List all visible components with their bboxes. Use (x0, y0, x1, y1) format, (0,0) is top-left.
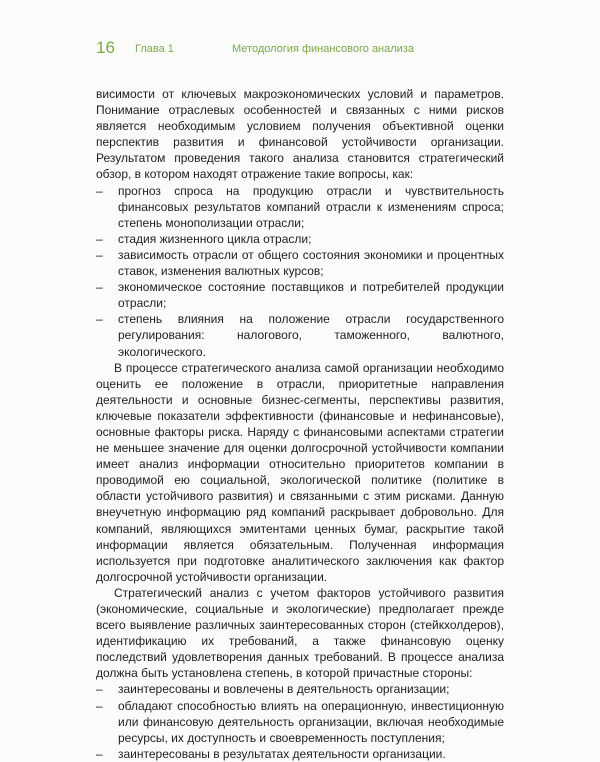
dash-marker: – (96, 682, 103, 697)
paragraph-1: висимости от ключевых макроэкономических условий и параметров. Понимание отраслевых особенностей и связанных с ними рисков является необходимым условием получения объективной оценки перспектив развития и финансовой устойчивости организации. Результатом проведения такого анализа становится стратегический обзор, в котором находят отражение такие вопросы, как: (96, 87, 504, 182)
dash-marker: – (96, 746, 103, 761)
chapter-label: Глава 1 (135, 43, 174, 55)
list-item-text: заинтересованы в результатах деятельности организации. (118, 746, 446, 761)
paragraph-3: Стратегический анализ с учетом факторов устойчивого развития (экономические, социальные и экологические) предполагает прежде всего выявление различных заинтересованных сторон (стейкхолдеров), идентификацию их требований, а также финансовую оценку последствий удовлетворения данных требований. В процессе анализа должна быть установлена степень, в которой причастные стороны: (96, 585, 504, 681)
dash-marker: – (96, 280, 103, 295)
list-item-text: экономическое состояние поставщиков и потребителей продукции отрасли; (118, 280, 504, 311)
dash-marker: – (96, 698, 103, 713)
dash-marker: – (96, 231, 103, 246)
page-body (96, 86, 504, 762)
industry-factors-list (96, 183, 504, 360)
dash-marker: – (96, 247, 103, 262)
list-item (96, 231, 504, 247)
list-item (96, 698, 504, 746)
running-title: Методология финансового анализа (232, 43, 414, 55)
list-item-text: обладают способностью влиять на операционную, инвестиционную или финансовую деятельность организации, включая необходимые ресурсы, их доступность и своевременность поступления; (118, 698, 504, 745)
list-item (96, 746, 504, 762)
paragraph-2: В процессе стратегического анализа самой организации необходимо оценить ее положение в отрасли, приоритетные направления деятельности и основные бизнес-сегменты, перспективы развития, ключевые показатели эффективности (финансовые и нефинансовые), основные факторы риска. Наряду с финансовыми аспектами стратегии не меньшее значение для оценки долгосрочной устойчивости компании имеет анализ информации относительно приоритетов компании в проводимой ею социальной, экологической политике (политике в области устойчивого развития) и связанными с этим рисками. Данную внеучетную информацию ряд компаний раскрывает добровольно. Для компаний, являющихся эмитентами ценных бумаг, раскрытие такой информации является обязательным. Полученная информация используется при подготовке аналитического заключения как фактор долгосрочной устойчивости организации. (96, 360, 504, 584)
list-item-text: прогноз спроса на продукцию отрасли и чувствительность финансовых результатов компаний отрасли к изменениям спроса; степень монополизации отрасли; (118, 183, 504, 230)
list-item (96, 311, 504, 359)
page-header (96, 40, 516, 60)
list-item-text: степень влияния на положение отрасли государственного регулирования: налогового, таможенного, валютного, экологического. (118, 312, 504, 359)
dash-marker: – (96, 312, 103, 327)
list-item-text: стадия жизненного цикла отрасли; (118, 231, 312, 246)
list-item (96, 279, 504, 311)
list-item-text: заинтересованы и вовлечены в деятельность организации; (118, 682, 450, 697)
list-item (96, 681, 504, 697)
list-item-text: зависимость отрасли от общего состояния экономики и процентных ставок, изменения валютных курсов; (118, 247, 504, 279)
list-item (96, 183, 504, 231)
page-number: 16 (96, 38, 115, 57)
list-item (96, 247, 504, 279)
dash-marker: – (96, 183, 103, 198)
